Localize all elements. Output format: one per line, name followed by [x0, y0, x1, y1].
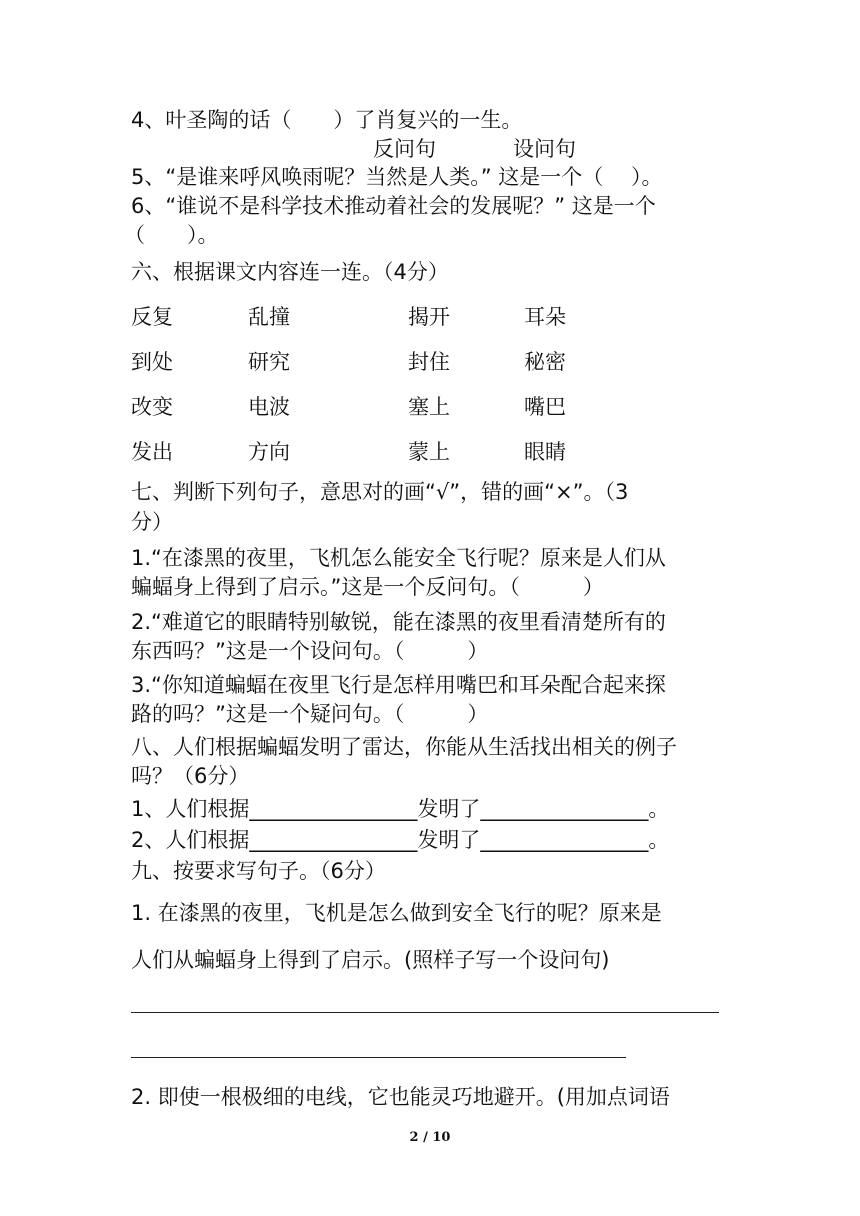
- option-self-answered-question: 设问句: [513, 137, 576, 161]
- match-word: 乱撞: [248, 305, 290, 329]
- question-6-line1: 6、“谁说不是科学技术推动着社会的发展呢？” 这是一个: [131, 194, 656, 218]
- match-word: 改变: [131, 395, 173, 419]
- option-rhetorical-question: 反问句: [373, 137, 436, 161]
- match-word: 揭开: [408, 305, 450, 329]
- write-1-line1: 1. 在漆黑的夜里，飞机是怎么做到安全飞行的呢？原来是: [131, 901, 662, 925]
- section-7-title-line2: 分）: [131, 510, 173, 534]
- match-word: 眼睛: [524, 440, 566, 464]
- match-word: 研究: [248, 350, 290, 374]
- page-number: 2 / 10: [409, 1130, 451, 1145]
- section-6-title: 六、根据课文内容连一连。（4分）: [131, 260, 449, 284]
- fill-blank-2: 2、人们根据________________发明了________________。: [131, 828, 670, 852]
- match-word: 到处: [131, 350, 173, 374]
- judge-3-line2: 路的吗？”这是一个疑问句。（ ）: [131, 702, 489, 726]
- judge-3-line1: 3.“你知道蝙蝠在夜里飞行是怎样用嘴巴和耳朵配合起来探: [131, 673, 666, 697]
- answer-line: [131, 1057, 626, 1058]
- match-word: 蒙上: [408, 440, 450, 464]
- answer-line: [131, 1012, 719, 1013]
- match-word: 塞上: [408, 395, 450, 419]
- section-9-title: 九、按要求写句子。（6分）: [131, 859, 386, 883]
- judge-2-line2: 东西吗？”这是一个设问句。（ ）: [131, 639, 489, 663]
- write-2-line1: 2. 即使一根极细的电线，它也能灵巧地避开。(用加点词语: [131, 1085, 670, 1109]
- section-8-title-line1: 八、人们根据蝙蝠发明了雷达，你能从生活找出相关的例子: [131, 735, 677, 759]
- match-word: 电波: [248, 395, 290, 419]
- match-word: 封住: [408, 350, 450, 374]
- match-word: 嘴巴: [524, 395, 566, 419]
- judge-1-line2: 蝙蝠身上得到了启示。”这是一个反问句。（ ）: [131, 575, 604, 599]
- question-5: 5、“是谁来呼风唤雨呢？当然是人类。” 这是一个（ ）。: [131, 165, 663, 189]
- match-word: 方向: [248, 440, 290, 464]
- fill-blank-1: 1、人们根据________________发明了________________。: [131, 797, 670, 821]
- question-6-line2: （ ）。: [124, 223, 219, 247]
- question-4: 4、叶圣陶的话（ ）了肖复兴的一生。: [131, 108, 523, 132]
- match-word: 发出: [131, 440, 173, 464]
- match-word: 秘密: [524, 350, 566, 374]
- match-word: 耳朵: [524, 305, 566, 329]
- write-1-line2: 人们从蝙蝠身上得到了启示。(照样子写一个设问句): [131, 948, 610, 972]
- section-8-title-line2: 吗？（6分）: [131, 764, 250, 788]
- judge-1-line1: 1.“在漆黑的夜里，飞机怎么能安全飞行呢？原来是人们从: [131, 546, 666, 570]
- judge-2-line1: 2.“难道它的眼睛特别敏锐，能在漆黑的夜里看清楚所有的: [131, 610, 666, 634]
- match-word: 反复: [131, 305, 173, 329]
- section-7-title-line1: 七、判断下列句子，意思对的画“√”，错的画“×”。（3: [131, 480, 629, 504]
